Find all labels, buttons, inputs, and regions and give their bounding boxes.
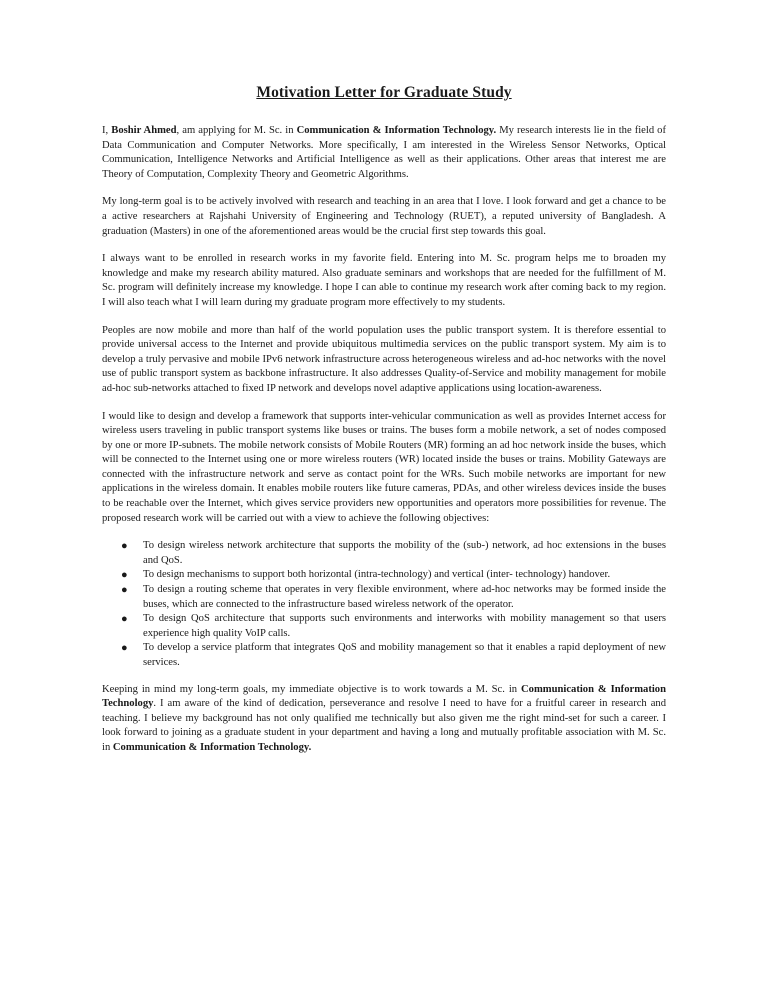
bullet-icon: ●: [121, 584, 128, 597]
objective-text: To design mechanisms to support both horizontal (intra-technology) and vertical (inter- technology) handover.: [143, 569, 611, 581]
applicant-name: Boshir Ahmed: [111, 125, 177, 136]
program-name: Communication & Information Technology.: [112, 741, 312, 753]
objective-text: To design QoS architecture that supports such environments and interworks with mobility management so that users experience high quality VoIP calls.: [143, 613, 666, 639]
intro-text-b: , am applying for M. Sc. in: [176, 125, 297, 136]
paragraph-closing: [102, 683, 666, 756]
list-item: [121, 539, 666, 568]
objective-text: To design wireless network architecture that supports the mobility of the (sub-) network, ad hoc extensions in the buses and QoS.: [143, 540, 666, 566]
program-name: Communication & Information Technology.: [296, 125, 497, 136]
paragraph-intro: [102, 124, 666, 182]
paragraph-research: I always want to be enrolled in research works in my favorite field. Entering into M. Sc. program helps me to broaden my knowledge and make my research ability matured. Also graduate seminars and workshops that are needed for the fulfillment of M. Sc. program will definitely increase my knowledge. I hope I can able to continue my research work after coming back to my region. I will also teach what I will learn during my graduate program more effectively to my students.: [102, 253, 666, 308]
objective-text: To develop a service platform that integrates QoS and mobility management so that it enables a rapid deployment of new services.: [143, 642, 666, 668]
list-item: [121, 641, 666, 670]
list-item: [121, 612, 666, 641]
closing-text-a: Keeping in mind my long-term goals, my immediate objective is to work towards a M. Sc. in: [102, 683, 521, 695]
objective-text: To design a routing scheme that operates in very flexible environment, where ad-hoc networks may be formed inside the buses, which are connected to the infrastructure based wireless network of the operator.: [143, 584, 666, 610]
program-name: Communication & Information Technology: [102, 683, 666, 710]
bullet-icon: ●: [121, 569, 128, 582]
bullet-icon: ●: [121, 642, 128, 655]
list-item: [121, 568, 666, 583]
paragraph-goal: My long-term goal is to be actively involved with research and teaching in an area that I love. I look forward and get a chance to be a active researchers at Rajshahi University of Engineering and Technology (RUET), a reputed university of Bangladesh. A graduation (Masters) in one of the aforementioned areas would be the crucial first step towards this goal.: [102, 196, 666, 237]
objectives-list: [102, 539, 666, 670]
closing-text-b: . I am aware of the kind of dedication, perseverance and resolve I need to have for a fruitful career in research and teaching. I believe my background has not only qualified me technically but also given me the right mind-set for such a career. I look forward to joining as a graduate student in your department and having a long and mutually profitable association with M. Sc. in: [102, 698, 666, 753]
intro-text-a: I,: [102, 125, 112, 136]
list-item: [121, 583, 666, 612]
paragraph-mobility: Peoples are now mobile and more than half of the world population uses the public transport system. It is therefore essential to provide universal access to the Internet and provide ubiquitous multimedia services on the public transport system. My aim is to develop a truly pervasive and mobile IPv6 network infrastructure across heterogeneous wireless and ad-hoc networks with the novel use of public transport system as backbone infrastructure. It also addresses Quality-of-Service and mobility management for mobile ad-hoc sub-networks attached to fixed IP network and develops novel adaptive applications using location-awareness.: [102, 324, 666, 394]
bullet-icon: ●: [121, 540, 128, 553]
paragraph-framework: I would like to design and develop a framework that supports inter-vehicular communication as well as provides Internet access for wireless users traveling in public transport systems like buses or trains. The buses form a mobile network, a set of nodes composed by one or more IP-subnets. The mobile network consists of Mobile Routers (MR) forming an ad hoc network inside the buses, which will be connected to the Internet using one or more wireless routers (WR) located inside the buses or trains. Mobility Gateways are connected with the infrastructure network and serve as contact point for the WRs. Such mobile networks are important for new applications in the wireless domain. It enables mobile routers like future cameras, PDAs, and other wireless devices inside the buses to be reachable over the Internet, which gives service providers new opportunities and operators more possibilities for revenue. The proposed research work will be carried out with a view to achieve the following objectives:: [102, 410, 666, 524]
page-title: Motivation Letter for Graduate Study: [256, 84, 512, 101]
bullet-icon: ●: [121, 613, 128, 626]
intro-text-c: My research interests lie in the field of Data Communication and Computer Networks. More specifically, I am interested in the Wireless Sensor Networks, Optical Communication, Intelligence Networks and Artificial Intelligence as well as their applications. Other areas that interest me are Theory of Computation, Complexity Theory and Geometric Algorithms.: [102, 125, 667, 180]
